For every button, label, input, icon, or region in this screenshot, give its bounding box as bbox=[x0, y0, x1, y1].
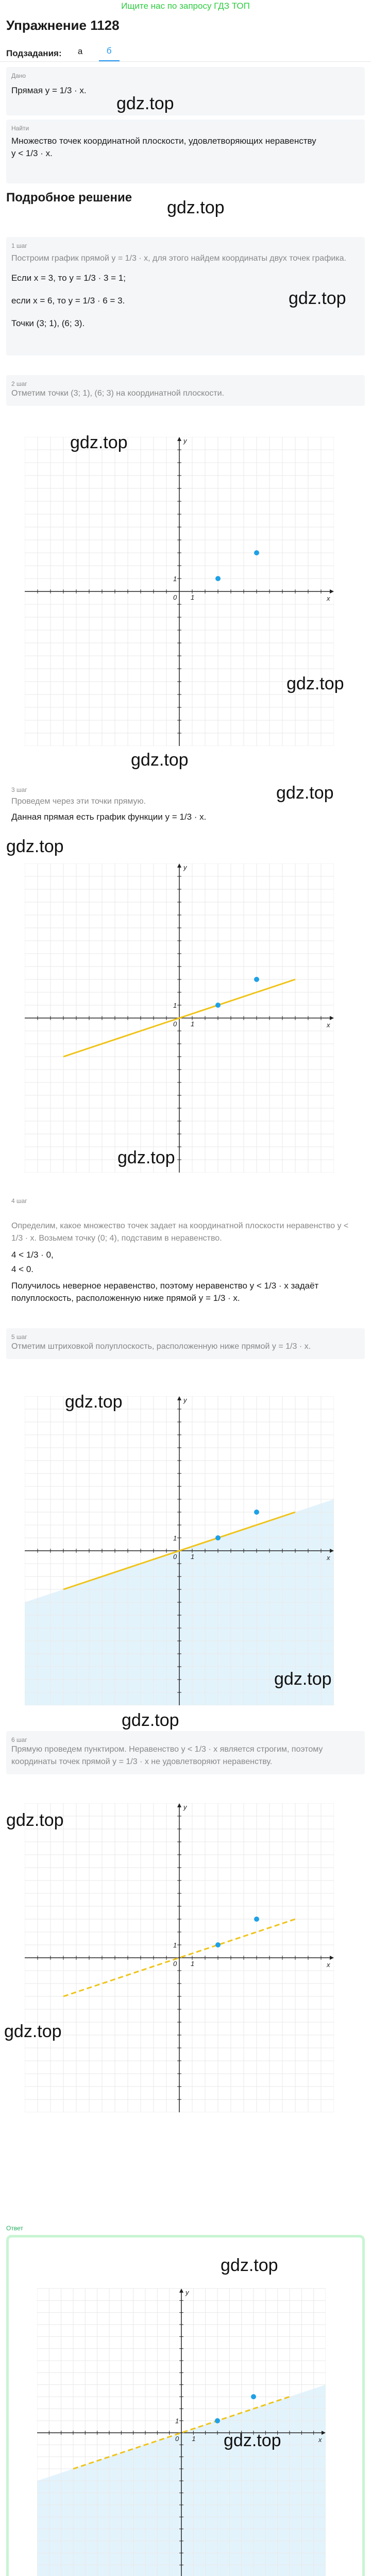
watermark: gdz.top bbox=[274, 1669, 332, 1689]
point-1 bbox=[215, 1003, 221, 1008]
x-axis-arrow bbox=[330, 1956, 334, 1960]
point-1 bbox=[215, 1942, 221, 1947]
y-axis-arrow bbox=[179, 2289, 183, 2293]
x-axis-arrow bbox=[330, 589, 334, 594]
watermark: gdz.top bbox=[6, 837, 64, 856]
watermark: gdz.top bbox=[65, 1392, 123, 1412]
step4-tag: 4 шаг bbox=[11, 1197, 27, 1205]
step2-tag: 2 шаг bbox=[11, 380, 27, 387]
watermark: gdz.top bbox=[289, 289, 346, 308]
step6-text: Прямую проведем пунктиром. Неравенство y < 1/3 · x является строгим, поэтому координаты точек прямой y = 1/3 · x не удовлетворяют неравенству. bbox=[11, 1745, 323, 1766]
x-axis-label: x bbox=[318, 2436, 322, 2444]
watermark: gdz.top bbox=[4, 2022, 62, 2041]
y-axis-label: y bbox=[183, 437, 187, 445]
graph-2 bbox=[25, 863, 334, 1173]
find-tag: Найти bbox=[11, 125, 29, 132]
x-unit-label: 1 bbox=[191, 1960, 195, 1968]
y-axis-arrow bbox=[177, 863, 181, 868]
step1-line1: Если x = 3, то y = 1/3 · 3 = 1; bbox=[11, 273, 126, 283]
find-card bbox=[6, 120, 365, 183]
subtask-a[interactable]: a bbox=[77, 46, 83, 56]
point-2 bbox=[254, 1510, 259, 1515]
point-2 bbox=[254, 1917, 259, 1922]
solution-title: Подробное решение bbox=[6, 191, 132, 205]
graph-4 bbox=[25, 1803, 334, 2112]
step2-text: Отметим точки (3; 1), (6; 3) на координатной плоскости. bbox=[11, 389, 224, 398]
y-unit-label: 1 bbox=[175, 2417, 179, 2425]
given-tag: Дано bbox=[11, 72, 26, 79]
y-unit-label: 1 bbox=[173, 1534, 177, 1542]
graph-answer bbox=[37, 2273, 326, 2576]
x-axis-label: x bbox=[327, 1021, 330, 1029]
y-axis-label: y bbox=[185, 2289, 189, 2296]
graph-1 bbox=[25, 437, 334, 746]
watermark: gdz.top bbox=[122, 1710, 179, 1730]
step3-text2: Данная прямая есть график функции y = 1/3 · x. bbox=[11, 812, 207, 822]
step4-text1: Определим, какое множество точек задает на координатной плоскости неравенство y < 1/3 · x. Возьмем точку (0; 4), подставим в неравенство. bbox=[11, 1222, 349, 1243]
x-axis-label: x bbox=[327, 1961, 330, 1969]
find-text: Множество точек координатной плоскости, удовлетворяющих неравенству bbox=[11, 136, 316, 146]
y-unit-label: 1 bbox=[173, 1002, 177, 1009]
origin-label: 0 bbox=[173, 1960, 177, 1968]
y-axis-label: y bbox=[183, 1396, 187, 1404]
y-axis-arrow bbox=[177, 1396, 181, 1400]
subtasks-bar bbox=[0, 39, 371, 62]
subtasks-label: Подзадания: bbox=[6, 48, 62, 58]
origin-label: 0 bbox=[175, 2435, 179, 2443]
point-2 bbox=[251, 2394, 256, 2399]
step1-points: Точки (3; 1), (6; 3). bbox=[11, 318, 85, 328]
x-axis-label: x bbox=[327, 595, 330, 602]
watermark: gdz.top bbox=[224, 2431, 281, 2450]
watermark: gdz.top bbox=[117, 1148, 175, 1167]
graph-3 bbox=[25, 1396, 334, 1705]
watermark: gdz.top bbox=[131, 750, 189, 770]
step6-tag: 6 шаг bbox=[11, 1736, 27, 1743]
step4-card bbox=[6, 1192, 365, 1321]
y-axis-arrow bbox=[177, 437, 181, 441]
step6-card bbox=[6, 1731, 365, 1774]
step5-text: Отметим штриховкой полуплоскость, расположенную ниже прямой y = 1/3 · x. bbox=[11, 1342, 311, 1351]
y-unit-label: 1 bbox=[173, 575, 177, 583]
watermark: gdz.top bbox=[276, 783, 334, 803]
step4-calc1: 4 < 1/3 · 0, bbox=[11, 1250, 54, 1260]
x-unit-label: 1 bbox=[192, 2435, 196, 2443]
step5-tag: 5 шаг bbox=[11, 1333, 27, 1341]
step3-text1: Проведем через эти точки прямую. bbox=[11, 797, 146, 806]
step4-text2: Получилось неверное неравенство, поэтому неравенство y < 1/3 · x задаёт полуплоскость, расположенную ниже прямой y = 1/3 · x. bbox=[11, 1281, 319, 1303]
given-math: y = 1/3 · x. bbox=[45, 86, 87, 95]
find-math: y < 1/3 · x. bbox=[11, 148, 53, 158]
step2-card bbox=[6, 375, 365, 406]
y-axis-label: y bbox=[183, 1803, 187, 1811]
watermark: gdz.top bbox=[70, 433, 128, 452]
point-1 bbox=[215, 576, 221, 581]
watermark: gdz.top bbox=[116, 94, 174, 113]
given-card bbox=[6, 67, 365, 115]
x-axis-arrow bbox=[330, 1016, 334, 1020]
answer-tag: Ответ bbox=[6, 2225, 23, 2232]
watermark: gdz.top bbox=[167, 198, 225, 217]
page-title: Упражнение 1128 bbox=[6, 18, 120, 33]
step3-card bbox=[6, 781, 264, 835]
given-text: Прямая y = 1/3 · x. bbox=[11, 86, 87, 95]
step1-intro: Построим график прямой y = 1/3 · x, для этого найдем координаты двух точек графика. bbox=[11, 254, 346, 263]
watermark: gdz.top bbox=[286, 674, 344, 693]
point-1 bbox=[215, 1535, 221, 1540]
step1-tag: 1 шаг bbox=[11, 242, 27, 249]
watermark: gdz.top bbox=[6, 1810, 64, 1830]
x-axis-label: x bbox=[327, 1554, 330, 1562]
point-1 bbox=[215, 2418, 220, 2424]
origin-label: 0 bbox=[173, 1020, 177, 1028]
subtask-b[interactable]: б bbox=[99, 46, 120, 61]
step3-tag: 3 шаг bbox=[11, 786, 27, 793]
y-unit-label: 1 bbox=[173, 1941, 177, 1949]
origin-label: 0 bbox=[173, 594, 177, 601]
x-unit-label: 1 bbox=[191, 1553, 195, 1561]
point-2 bbox=[254, 977, 259, 982]
x-unit-label: 1 bbox=[191, 594, 195, 601]
point-2 bbox=[254, 550, 259, 555]
step4-calc2: 4 < 0. bbox=[11, 1264, 34, 1274]
top-search-link[interactable]: Ищите нас по запросу ГДЗ ТОП bbox=[121, 1, 250, 11]
watermark: gdz.top bbox=[221, 2256, 278, 2275]
x-unit-label: 1 bbox=[191, 1020, 195, 1028]
step1-line2: если x = 6, то y = 1/3 · 6 = 3. bbox=[11, 296, 125, 306]
y-axis-arrow bbox=[177, 1803, 181, 1807]
y-axis-label: y bbox=[183, 863, 187, 871]
step5-card bbox=[6, 1328, 365, 1359]
origin-label: 0 bbox=[173, 1553, 177, 1561]
